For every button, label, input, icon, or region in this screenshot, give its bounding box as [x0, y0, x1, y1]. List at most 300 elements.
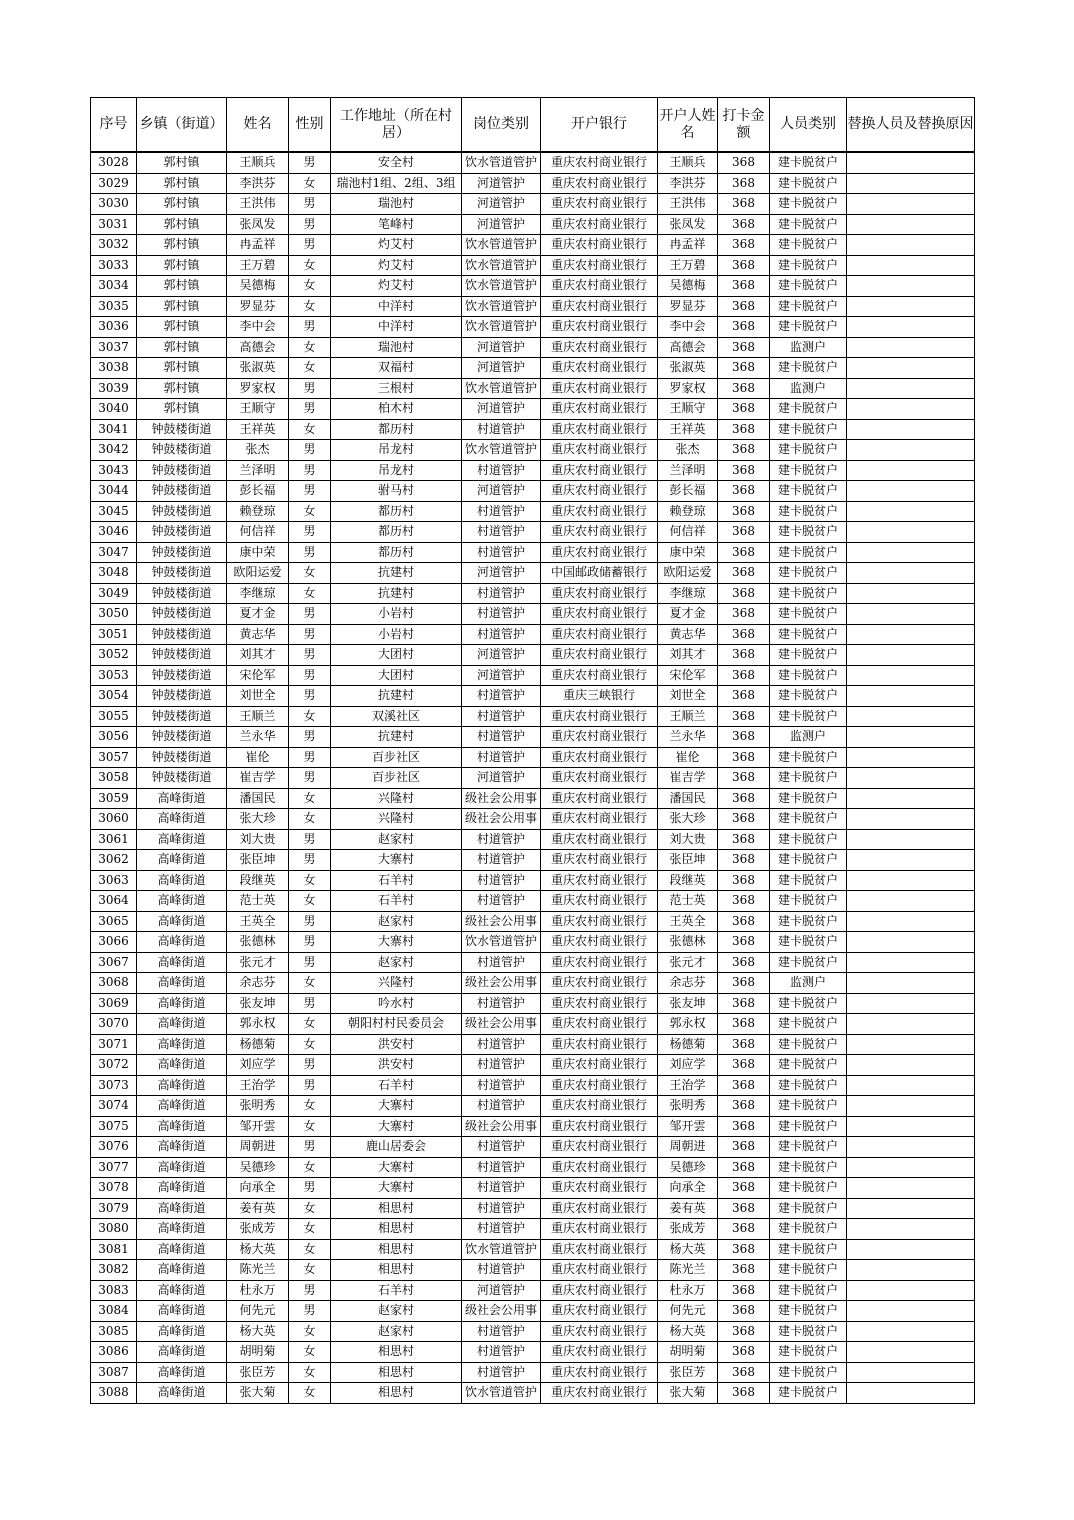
account-holder-cell: 张臣坤 — [658, 850, 718, 871]
amount-cell: 368 — [718, 747, 770, 768]
name-cell: 杨大英 — [227, 1321, 289, 1342]
amount-cell: 368 — [718, 1014, 770, 1035]
seq-cell: 3069 — [91, 993, 137, 1014]
seq-cell: 3082 — [91, 1260, 137, 1281]
job-type-cell: 河道管护 — [462, 214, 541, 235]
gender-cell: 女 — [289, 337, 331, 358]
job-type-cell: 级社会公用事 — [462, 973, 541, 994]
name-cell: 王治学 — [227, 1075, 289, 1096]
seq-cell: 3038 — [91, 358, 137, 379]
name-cell: 张臣坤 — [227, 850, 289, 871]
gender-cell: 女 — [289, 1014, 331, 1035]
account-holder-cell: 胡明菊 — [658, 1342, 718, 1363]
gender-cell: 男 — [289, 1301, 331, 1322]
seq-cell: 3065 — [91, 911, 137, 932]
table-row — [91, 481, 975, 502]
table-row — [91, 1239, 975, 1260]
bank-cell: 重庆农村商业银行 — [541, 1096, 658, 1117]
work-address-cell: 大寨村 — [331, 1157, 462, 1178]
job-type-cell: 村道管护 — [462, 1198, 541, 1219]
work-address-cell: 中洋村 — [331, 296, 462, 317]
work-address-cell: 石羊村 — [331, 1280, 462, 1301]
person-type-cell: 建卡脱贫户 — [770, 1096, 847, 1117]
seq-cell: 3060 — [91, 809, 137, 830]
account-holder-cell: 王英全 — [658, 911, 718, 932]
name-cell: 张杰 — [227, 440, 289, 461]
name-cell: 黄志华 — [227, 624, 289, 645]
replacement-cell — [847, 686, 975, 707]
replacement-cell — [847, 399, 975, 420]
gender-cell: 女 — [289, 891, 331, 912]
amount-cell: 368 — [718, 624, 770, 645]
gender-cell: 女 — [289, 1219, 331, 1240]
person-type-cell: 建卡脱贫户 — [770, 686, 847, 707]
bank-cell: 重庆农村商业银行 — [541, 235, 658, 256]
job-type-cell: 河道管护 — [462, 173, 541, 194]
table-row — [91, 1198, 975, 1219]
bank-cell: 重庆农村商业银行 — [541, 604, 658, 625]
amount-cell: 368 — [718, 152, 770, 173]
name-cell: 李中会 — [227, 317, 289, 338]
person-type-cell: 建卡脱贫户 — [770, 542, 847, 563]
table-row — [91, 624, 975, 645]
work-address-cell: 百步社区 — [331, 747, 462, 768]
gender-cell: 女 — [289, 563, 331, 584]
name-cell: 郭永权 — [227, 1014, 289, 1035]
gender-cell: 男 — [289, 1178, 331, 1199]
bank-cell: 重庆农村商业银行 — [541, 829, 658, 850]
replacement-cell — [847, 1116, 975, 1137]
town-cell: 高峰街道 — [137, 932, 227, 953]
account-holder-cell: 周朝进 — [658, 1137, 718, 1158]
account-holder-cell: 王治学 — [658, 1075, 718, 1096]
replacement-cell — [847, 563, 975, 584]
account-holder-cell: 宋伦军 — [658, 665, 718, 686]
work-address-cell: 抗建村 — [331, 686, 462, 707]
job-type-cell: 饮水管道管护 — [462, 276, 541, 297]
seq-cell: 3036 — [91, 317, 137, 338]
bank-cell: 重庆农村商业银行 — [541, 1178, 658, 1199]
amount-cell: 368 — [718, 399, 770, 420]
bank-cell: 重庆农村商业银行 — [541, 665, 658, 686]
account-holder-cell: 杨大英 — [658, 1321, 718, 1342]
work-address-cell: 抗建村 — [331, 727, 462, 748]
name-cell: 张德林 — [227, 932, 289, 953]
job-type-cell: 级社会公用事 — [462, 1014, 541, 1035]
replacement-cell — [847, 1157, 975, 1178]
account-holder-cell: 张臣芳 — [658, 1362, 718, 1383]
town-cell: 高峰街道 — [137, 809, 227, 830]
seq-cell: 3063 — [91, 870, 137, 891]
replacement-cell — [847, 665, 975, 686]
name-cell: 余志芬 — [227, 973, 289, 994]
person-type-cell: 建卡脱贫户 — [770, 1055, 847, 1076]
gender-cell: 女 — [289, 1260, 331, 1281]
amount-cell: 368 — [718, 1055, 770, 1076]
account-holder-cell: 姜有英 — [658, 1198, 718, 1219]
work-address-cell: 小岩村 — [331, 604, 462, 625]
name-cell: 何信祥 — [227, 522, 289, 543]
replacement-cell — [847, 829, 975, 850]
seq-cell: 3030 — [91, 194, 137, 215]
gender-cell: 男 — [289, 850, 331, 871]
seq-cell: 3066 — [91, 932, 137, 953]
town-cell: 郭村镇 — [137, 378, 227, 399]
name-cell: 罗显芬 — [227, 296, 289, 317]
bank-cell: 重庆农村商业银行 — [541, 255, 658, 276]
seq-cell: 3052 — [91, 645, 137, 666]
job-type-cell: 村道管护 — [462, 952, 541, 973]
name-cell: 罗家权 — [227, 378, 289, 399]
gender-cell: 男 — [289, 460, 331, 481]
account-holder-cell: 李继琼 — [658, 583, 718, 604]
work-address-cell: 相思村 — [331, 1362, 462, 1383]
job-type-cell: 河道管护 — [462, 337, 541, 358]
bank-cell: 重庆农村商业银行 — [541, 276, 658, 297]
table-row — [91, 952, 975, 973]
town-cell: 高峰街道 — [137, 1137, 227, 1158]
amount-cell: 368 — [718, 194, 770, 215]
account-holder-cell: 刘世全 — [658, 686, 718, 707]
amount-cell: 368 — [718, 1096, 770, 1117]
town-cell: 高峰街道 — [137, 1219, 227, 1240]
job-type-cell: 村道管护 — [462, 747, 541, 768]
name-cell: 冉孟祥 — [227, 235, 289, 256]
town-cell: 钟鼓楼街道 — [137, 727, 227, 748]
table-row — [91, 788, 975, 809]
bank-cell: 重庆农村商业银行 — [541, 583, 658, 604]
gender-cell: 男 — [289, 604, 331, 625]
bank-cell: 重庆农村商业银行 — [541, 993, 658, 1014]
seq-cell: 3079 — [91, 1198, 137, 1219]
job-type-cell: 河道管护 — [462, 194, 541, 215]
town-cell: 高峰街道 — [137, 1055, 227, 1076]
work-address-cell: 笔峰村 — [331, 214, 462, 235]
gender-cell: 男 — [289, 235, 331, 256]
town-cell: 高峰街道 — [137, 870, 227, 891]
seq-cell: 3053 — [91, 665, 137, 686]
work-address-cell: 三根村 — [331, 378, 462, 399]
town-cell: 高峰街道 — [137, 1342, 227, 1363]
table-row — [91, 1362, 975, 1383]
town-cell: 高峰街道 — [137, 1075, 227, 1096]
replacement-cell — [847, 542, 975, 563]
gender-cell: 男 — [289, 1075, 331, 1096]
town-cell: 高峰街道 — [137, 829, 227, 850]
job-type-cell: 村道管护 — [462, 1362, 541, 1383]
account-holder-cell: 杨德菊 — [658, 1034, 718, 1055]
gender-cell: 男 — [289, 829, 331, 850]
gender-cell: 女 — [289, 419, 331, 440]
amount-cell: 368 — [718, 870, 770, 891]
town-cell: 钟鼓楼街道 — [137, 440, 227, 461]
town-cell: 郭村镇 — [137, 194, 227, 215]
gender-cell: 女 — [289, 255, 331, 276]
bank-cell: 重庆农村商业银行 — [541, 768, 658, 789]
job-type-cell: 级社会公用事 — [462, 1301, 541, 1322]
table-row — [91, 911, 975, 932]
person-type-cell: 建卡脱贫户 — [770, 255, 847, 276]
person-type-cell: 建卡脱贫户 — [770, 624, 847, 645]
bank-cell: 重庆农村商业银行 — [541, 542, 658, 563]
job-type-cell: 饮水管道管护 — [462, 1239, 541, 1260]
work-address-cell: 赵家村 — [331, 1301, 462, 1322]
account-holder-cell: 吴德珍 — [658, 1157, 718, 1178]
table-row — [91, 419, 975, 440]
work-address-cell: 抗建村 — [331, 563, 462, 584]
gender-cell: 男 — [289, 214, 331, 235]
town-cell: 高峰街道 — [137, 1014, 227, 1035]
amount-cell: 368 — [718, 501, 770, 522]
bank-cell: 重庆农村商业银行 — [541, 337, 658, 358]
table-row — [91, 1301, 975, 1322]
header-work-address: 工作地址（所在村居） — [331, 98, 462, 153]
bank-cell: 重庆三峡银行 — [541, 686, 658, 707]
gender-cell: 男 — [289, 399, 331, 420]
amount-cell: 368 — [718, 604, 770, 625]
name-cell: 夏才金 — [227, 604, 289, 625]
name-cell: 王祥英 — [227, 419, 289, 440]
seq-cell: 3064 — [91, 891, 137, 912]
town-cell: 高峰街道 — [137, 1260, 227, 1281]
job-type-cell: 村道管护 — [462, 891, 541, 912]
table-row — [91, 440, 975, 461]
job-type-cell: 村道管护 — [462, 419, 541, 440]
table-row — [91, 378, 975, 399]
work-address-cell: 双溪社区 — [331, 706, 462, 727]
replacement-cell — [847, 1075, 975, 1096]
bank-cell: 重庆农村商业银行 — [541, 1301, 658, 1322]
amount-cell: 368 — [718, 1342, 770, 1363]
name-cell: 崔伦 — [227, 747, 289, 768]
replacement-cell — [847, 1280, 975, 1301]
person-type-cell: 监测户 — [770, 337, 847, 358]
seq-cell: 3031 — [91, 214, 137, 235]
gender-cell: 男 — [289, 317, 331, 338]
person-type-cell: 建卡脱贫户 — [770, 460, 847, 481]
name-cell: 王顺兵 — [227, 152, 289, 173]
bank-cell: 重庆农村商业银行 — [541, 296, 658, 317]
town-cell: 郭村镇 — [137, 276, 227, 297]
amount-cell: 368 — [718, 1198, 770, 1219]
person-type-cell: 监测户 — [770, 727, 847, 748]
gender-cell: 男 — [289, 727, 331, 748]
job-type-cell: 村道管护 — [462, 850, 541, 871]
replacement-cell — [847, 706, 975, 727]
table-row — [91, 1383, 975, 1404]
replacement-cell — [847, 891, 975, 912]
account-holder-cell: 兰永华 — [658, 727, 718, 748]
replacement-cell — [847, 1055, 975, 1076]
name-cell: 张友坤 — [227, 993, 289, 1014]
seq-cell: 3078 — [91, 1178, 137, 1199]
amount-cell: 368 — [718, 542, 770, 563]
table-row — [91, 1260, 975, 1281]
work-address-cell: 兴隆村 — [331, 809, 462, 830]
work-address-cell: 石羊村 — [331, 891, 462, 912]
name-cell: 欧阳运爱 — [227, 563, 289, 584]
table-row — [91, 276, 975, 297]
work-address-cell: 小岩村 — [331, 624, 462, 645]
account-holder-cell: 崔伦 — [658, 747, 718, 768]
bank-cell: 重庆农村商业银行 — [541, 952, 658, 973]
job-type-cell: 村道管护 — [462, 1034, 541, 1055]
replacement-cell — [847, 337, 975, 358]
header-job-type: 岗位类别 — [462, 98, 541, 153]
replacement-cell — [847, 501, 975, 522]
table-row — [91, 1342, 975, 1363]
person-type-cell: 建卡脱贫户 — [770, 911, 847, 932]
job-type-cell: 河道管护 — [462, 768, 541, 789]
account-holder-cell: 余志芬 — [658, 973, 718, 994]
name-cell: 胡明菊 — [227, 1342, 289, 1363]
account-holder-cell: 陈光兰 — [658, 1260, 718, 1281]
seq-cell: 3088 — [91, 1383, 137, 1404]
header-bank: 开户银行 — [541, 98, 658, 153]
table-row — [91, 1075, 975, 1096]
gender-cell: 女 — [289, 1198, 331, 1219]
person-type-cell: 建卡脱贫户 — [770, 1362, 847, 1383]
table-row — [91, 1178, 975, 1199]
seq-cell: 3032 — [91, 235, 137, 256]
name-cell: 张凤发 — [227, 214, 289, 235]
job-type-cell: 村道管护 — [462, 624, 541, 645]
gender-cell: 女 — [289, 1096, 331, 1117]
job-type-cell: 饮水管道管护 — [462, 296, 541, 317]
work-address-cell: 百步社区 — [331, 768, 462, 789]
table-row — [91, 1157, 975, 1178]
bank-cell: 重庆农村商业银行 — [541, 1321, 658, 1342]
work-address-cell: 大寨村 — [331, 932, 462, 953]
town-cell: 高峰街道 — [137, 1034, 227, 1055]
replacement-cell — [847, 317, 975, 338]
account-holder-cell: 王祥英 — [658, 419, 718, 440]
job-type-cell: 级社会公用事 — [462, 911, 541, 932]
table-row — [91, 604, 975, 625]
replacement-cell — [847, 993, 975, 1014]
account-holder-cell: 黄志华 — [658, 624, 718, 645]
bank-cell: 重庆农村商业银行 — [541, 1219, 658, 1240]
person-type-cell: 建卡脱贫户 — [770, 1178, 847, 1199]
gender-cell: 男 — [289, 378, 331, 399]
account-holder-cell: 向承全 — [658, 1178, 718, 1199]
amount-cell: 368 — [718, 235, 770, 256]
work-address-cell: 洪安村 — [331, 1055, 462, 1076]
job-type-cell: 村道管护 — [462, 993, 541, 1014]
account-holder-cell: 王洪伟 — [658, 194, 718, 215]
bank-cell: 重庆农村商业银行 — [541, 1055, 658, 1076]
person-type-cell: 建卡脱贫户 — [770, 563, 847, 584]
job-type-cell: 村道管护 — [462, 706, 541, 727]
amount-cell: 368 — [718, 1157, 770, 1178]
account-holder-cell: 刘应学 — [658, 1055, 718, 1076]
amount-cell: 368 — [718, 522, 770, 543]
work-address-cell: 瑞池村1组、2组、3组 — [331, 173, 462, 194]
name-cell: 彭长福 — [227, 481, 289, 502]
name-cell: 张淑英 — [227, 358, 289, 379]
table-row — [91, 522, 975, 543]
name-cell: 何先元 — [227, 1301, 289, 1322]
town-cell: 高峰街道 — [137, 1280, 227, 1301]
amount-cell: 368 — [718, 317, 770, 338]
account-holder-cell: 张大珍 — [658, 809, 718, 830]
job-type-cell: 河道管护 — [462, 481, 541, 502]
work-address-cell: 相思村 — [331, 1383, 462, 1404]
table-row — [91, 1034, 975, 1055]
replacement-cell — [847, 973, 975, 994]
name-cell: 康中荣 — [227, 542, 289, 563]
bank-cell: 重庆农村商业银行 — [541, 1260, 658, 1281]
gender-cell: 男 — [289, 194, 331, 215]
amount-cell: 368 — [718, 214, 770, 235]
bank-cell: 重庆农村商业银行 — [541, 1157, 658, 1178]
name-cell: 周朝进 — [227, 1137, 289, 1158]
town-cell: 高峰街道 — [137, 1321, 227, 1342]
account-holder-cell: 吴德梅 — [658, 276, 718, 297]
person-type-cell: 建卡脱贫户 — [770, 296, 847, 317]
account-holder-cell: 潘国民 — [658, 788, 718, 809]
work-address-cell: 相思村 — [331, 1260, 462, 1281]
bank-cell: 重庆农村商业银行 — [541, 870, 658, 891]
amount-cell: 368 — [718, 768, 770, 789]
person-type-cell: 监测户 — [770, 973, 847, 994]
replacement-cell — [847, 645, 975, 666]
replacement-cell — [847, 173, 975, 194]
gender-cell: 男 — [289, 542, 331, 563]
table-row — [91, 1219, 975, 1240]
gender-cell: 女 — [289, 1342, 331, 1363]
person-type-cell: 建卡脱贫户 — [770, 1321, 847, 1342]
town-cell: 高峰街道 — [137, 1096, 227, 1117]
amount-cell: 368 — [718, 1137, 770, 1158]
replacement-cell — [847, 727, 975, 748]
person-type-cell: 建卡脱贫户 — [770, 358, 847, 379]
work-address-cell: 相思村 — [331, 1239, 462, 1260]
person-type-cell: 建卡脱贫户 — [770, 173, 847, 194]
work-address-cell: 赵家村 — [331, 911, 462, 932]
seq-cell: 3070 — [91, 1014, 137, 1035]
bank-cell: 重庆农村商业银行 — [541, 932, 658, 953]
gender-cell: 男 — [289, 1280, 331, 1301]
header-person-type: 人员类别 — [770, 98, 847, 153]
table-row — [91, 645, 975, 666]
amount-cell: 368 — [718, 1383, 770, 1404]
amount-cell: 368 — [718, 727, 770, 748]
name-cell: 张明秀 — [227, 1096, 289, 1117]
name-cell: 张大菊 — [227, 1383, 289, 1404]
amount-cell: 368 — [718, 337, 770, 358]
town-cell: 钟鼓楼街道 — [137, 747, 227, 768]
name-cell: 杨大英 — [227, 1239, 289, 1260]
table-row — [91, 358, 975, 379]
town-cell: 钟鼓楼街道 — [137, 563, 227, 584]
amount-cell: 368 — [718, 850, 770, 871]
seq-cell: 3045 — [91, 501, 137, 522]
replacement-cell — [847, 276, 975, 297]
town-cell: 钟鼓楼街道 — [137, 481, 227, 502]
amount-cell: 368 — [718, 1178, 770, 1199]
bank-cell: 重庆农村商业银行 — [541, 1034, 658, 1055]
table-row — [91, 583, 975, 604]
replacement-cell — [847, 604, 975, 625]
gender-cell: 女 — [289, 1321, 331, 1342]
amount-cell: 368 — [718, 809, 770, 830]
amount-cell: 368 — [718, 1301, 770, 1322]
job-type-cell: 河道管护 — [462, 1280, 541, 1301]
account-holder-cell: 王顺兵 — [658, 152, 718, 173]
account-holder-cell: 赖登琼 — [658, 501, 718, 522]
work-address-cell: 相思村 — [331, 1342, 462, 1363]
